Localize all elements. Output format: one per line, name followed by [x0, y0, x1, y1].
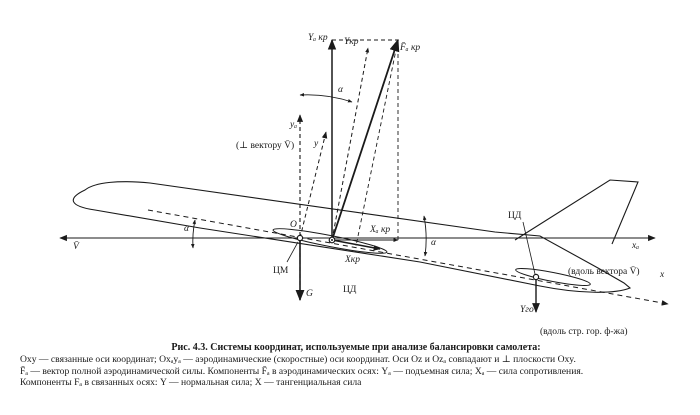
label-xa: xₐ [632, 241, 639, 251]
label-ya-kr: Yₐ кр [308, 33, 328, 43]
vertical-tail [515, 180, 638, 244]
label-xa-kr: Xₐ кр [370, 225, 391, 235]
total-force-fa-kr [332, 40, 398, 240]
label-alpha-top: α [338, 85, 343, 95]
label-v-left: V̄ [73, 242, 79, 252]
label-alpha-left: α [184, 224, 189, 234]
label-y-kr: Yкр [344, 37, 359, 47]
alpha-arc-top [300, 95, 352, 102]
caption-line: F̄ₐ — вектор полной аэродинамической силы. Компоненты F̄ₐ в аэродинамических осях: Yₐ — подъемная сила; Xₐ — сила сопротивления. [20, 365, 584, 377]
label-cd-tail: ЦД [508, 211, 522, 221]
body-y-axis [300, 132, 326, 238]
center-of-mass-point [297, 235, 302, 240]
label-ya: yₐ [290, 120, 297, 130]
label-perp-v: (⊥ вектору V̄) [236, 141, 295, 151]
label-alpha-right: α [431, 238, 436, 248]
label-cm: ЦМ [273, 266, 289, 276]
label-x: x [660, 270, 665, 280]
label-y: y [314, 139, 319, 149]
label-cd-center: ЦД [343, 285, 357, 295]
tail-pressure-point [533, 274, 538, 279]
center-of-pressure-dot [331, 239, 333, 241]
label-along-stab: (вдоль стр. гор. ф-жа) [540, 327, 628, 337]
label-x-kr: Xкр [345, 255, 360, 265]
label-fa-kr: F̄ₐ кр [400, 43, 421, 53]
label-y-go: Yго [520, 305, 534, 315]
caption-line: Компоненты Fₐ в связанных осях: Y — нормальная сила; X — тангенциальная сила [20, 377, 362, 389]
label-along-v: (вдоль вектора V̄) [568, 267, 640, 277]
alpha-arc-left [193, 220, 195, 248]
body-x-axis [148, 210, 668, 304]
label-g: G [306, 289, 313, 299]
label-origin-o: O [290, 220, 297, 230]
tail-cd-leader [523, 222, 535, 274]
figure-caption [20, 342, 692, 389]
caption-line: Oxy — связанные оси координат; Oxₐyₐ — аэродинамические (скоростные) оси координат. Оси Oz и Ozₐ совпадают и ⊥ плоскости Oxy. [20, 354, 576, 366]
fuselage-outline [73, 182, 630, 293]
caption-title: Рис. 4.3. Системы координат, используемые при анализе балансировки самолета: [171, 342, 541, 353]
cm-leader [287, 242, 298, 262]
